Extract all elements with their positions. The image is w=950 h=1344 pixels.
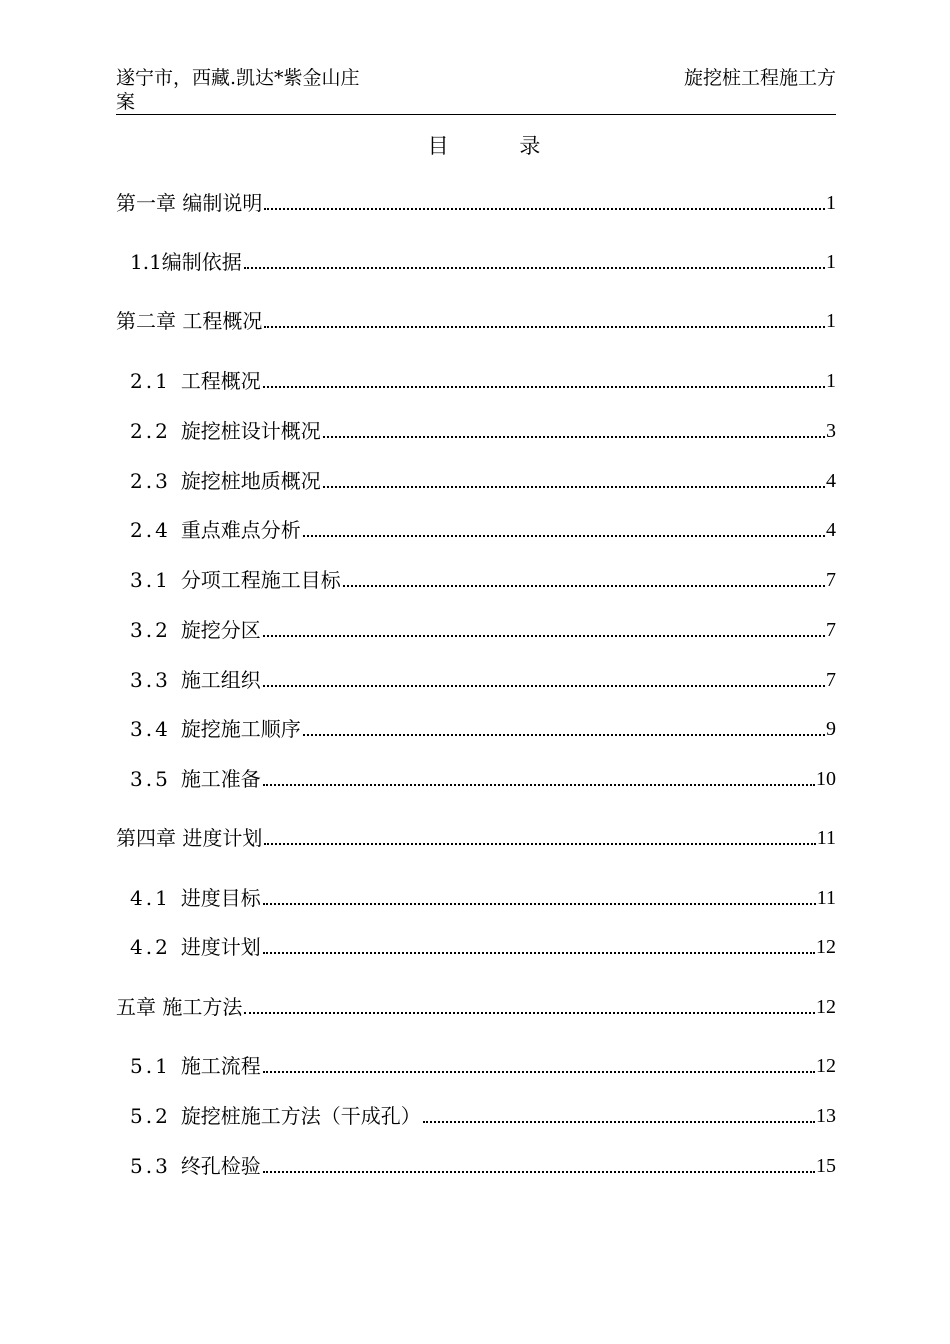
toc-entry-title: 旋挖桩地质概况 <box>180 469 321 493</box>
toc-leader-dots <box>423 1120 815 1123</box>
toc-entry-number: 3.1 <box>130 568 171 592</box>
toc-title: 目 录 <box>427 134 573 158</box>
toc-entry[interactable] <box>116 188 836 218</box>
toc-entry[interactable] <box>130 665 836 695</box>
toc-entry[interactable] <box>130 416 836 446</box>
toc-entry[interactable] <box>130 615 836 645</box>
toc-entry-page: 12 <box>816 936 836 958</box>
toc-entry-title: 分项工程施工目标 <box>180 568 341 592</box>
toc-entry-page: 13 <box>816 1105 836 1127</box>
toc-entry[interactable] <box>130 1151 836 1181</box>
toc-entry-page: 15 <box>816 1155 836 1177</box>
toc-entry-number: 4.1 <box>130 886 171 910</box>
toc-leader-dots <box>323 435 825 438</box>
toc-leader-dots <box>323 485 825 488</box>
toc-entry-number: 2.4 <box>130 518 171 542</box>
toc-leader-dots <box>264 842 815 845</box>
toc-entry-page: 4 <box>826 519 836 541</box>
toc-entry-page: 1 <box>826 251 836 273</box>
toc-entry-title: 五章 施工方法 <box>116 995 243 1019</box>
toc-entry-page: 7 <box>826 619 836 641</box>
toc-leader-dots <box>303 534 825 537</box>
toc-leader-dots <box>263 1070 815 1073</box>
toc-entry-page: 11 <box>816 887 836 909</box>
toc-entry[interactable] <box>130 1051 836 1081</box>
toc-entry-title: 第四章 进度计划 <box>116 826 263 850</box>
toc-entry-page: 10 <box>816 768 836 790</box>
toc-entry-title: 第一章 编制说明 <box>116 191 263 215</box>
toc-entry-number: 2.1 <box>130 369 171 393</box>
header-document-title: 旋挖桩工程施工方 <box>683 67 836 89</box>
toc-entry-number: 3.2 <box>130 618 171 642</box>
toc-entry-title: 工程概况 <box>180 369 261 393</box>
toc-entry[interactable] <box>130 764 836 794</box>
toc-entry-page: 1 <box>826 370 836 392</box>
toc-entry-number: 3.4 <box>130 717 171 741</box>
toc-entry-title: 旋挖桩设计概况 <box>180 419 321 443</box>
toc-entry-title: 旋挖施工顺序 <box>180 717 301 741</box>
toc-entry[interactable] <box>116 992 836 1022</box>
toc-entry[interactable] <box>116 306 836 336</box>
toc-entry-page: 4 <box>826 470 836 492</box>
toc-entry-page: 1 <box>826 192 836 214</box>
toc-entry-page: 9 <box>826 718 836 740</box>
toc-entry-number: 2.2 <box>130 419 171 443</box>
toc-entry-page: 12 <box>816 996 836 1018</box>
toc-entry-number: 5.3 <box>130 1154 171 1178</box>
toc-entry-title: 第二章 工程概况 <box>116 309 263 333</box>
toc-entry-title: 旋挖桩施工方法（干成孔） <box>180 1104 421 1128</box>
toc-entry-title: 重点难点分析 <box>180 518 301 542</box>
toc-entry-page: 1 <box>826 310 836 332</box>
toc-entry-title: 进度计划 <box>180 935 261 959</box>
toc-entry[interactable] <box>130 1101 836 1131</box>
toc-entry-page: 11 <box>816 827 836 849</box>
toc-leader-dots <box>264 207 825 210</box>
toc-entry-number: 3.3 <box>130 668 171 692</box>
toc-leader-dots <box>244 266 825 269</box>
toc-entry-title: 终孔检验 <box>180 1154 261 1178</box>
toc-leader-dots <box>303 733 825 736</box>
toc-entry[interactable] <box>116 823 836 853</box>
toc-leader-dots <box>263 951 815 954</box>
toc-entry-page: 7 <box>826 669 836 691</box>
toc-leader-dots <box>263 1170 815 1173</box>
toc-entry-number: 5.2 <box>130 1104 171 1128</box>
page-header <box>116 66 836 115</box>
toc-entry[interactable] <box>130 247 836 277</box>
toc-entry-page: 7 <box>826 569 836 591</box>
toc-entry[interactable] <box>130 366 836 396</box>
toc-entry-title: 旋挖分区 <box>180 618 261 642</box>
toc-entry-number: 2.3 <box>130 469 171 493</box>
toc-entry-page: 3 <box>826 420 836 442</box>
toc-entry-title: 进度目标 <box>180 886 261 910</box>
toc-leader-dots <box>263 684 825 687</box>
toc-entry[interactable] <box>130 883 836 913</box>
toc-entry-title: 1.1编制依据 <box>130 250 242 274</box>
toc-entry[interactable] <box>130 466 836 496</box>
toc-leader-dots <box>263 634 825 637</box>
toc-entry-title: 施工组织 <box>180 668 261 692</box>
toc-entry-number: 4.2 <box>130 935 171 959</box>
toc-leader-dots <box>263 902 816 905</box>
toc-entry[interactable] <box>130 515 836 545</box>
toc-entry-number: 3.5 <box>130 767 171 791</box>
toc-entry[interactable] <box>130 714 836 744</box>
toc-entry-number: 5.1 <box>130 1054 171 1078</box>
toc-leader-dots <box>263 783 815 786</box>
header-project-name: 遂宁市，西藏.凯达*紫金山庄案 <box>116 67 360 113</box>
toc-entry[interactable] <box>130 565 836 595</box>
toc-leader-dots <box>264 325 825 328</box>
toc-entry-page: 12 <box>816 1055 836 1077</box>
toc-entry-title: 施工准备 <box>180 767 261 791</box>
toc-leader-dots <box>343 584 825 587</box>
toc-entry[interactable] <box>130 932 836 962</box>
toc-leader-dots <box>263 385 825 388</box>
toc-entry-title: 施工流程 <box>180 1054 261 1078</box>
toc-leader-dots <box>244 1011 815 1014</box>
